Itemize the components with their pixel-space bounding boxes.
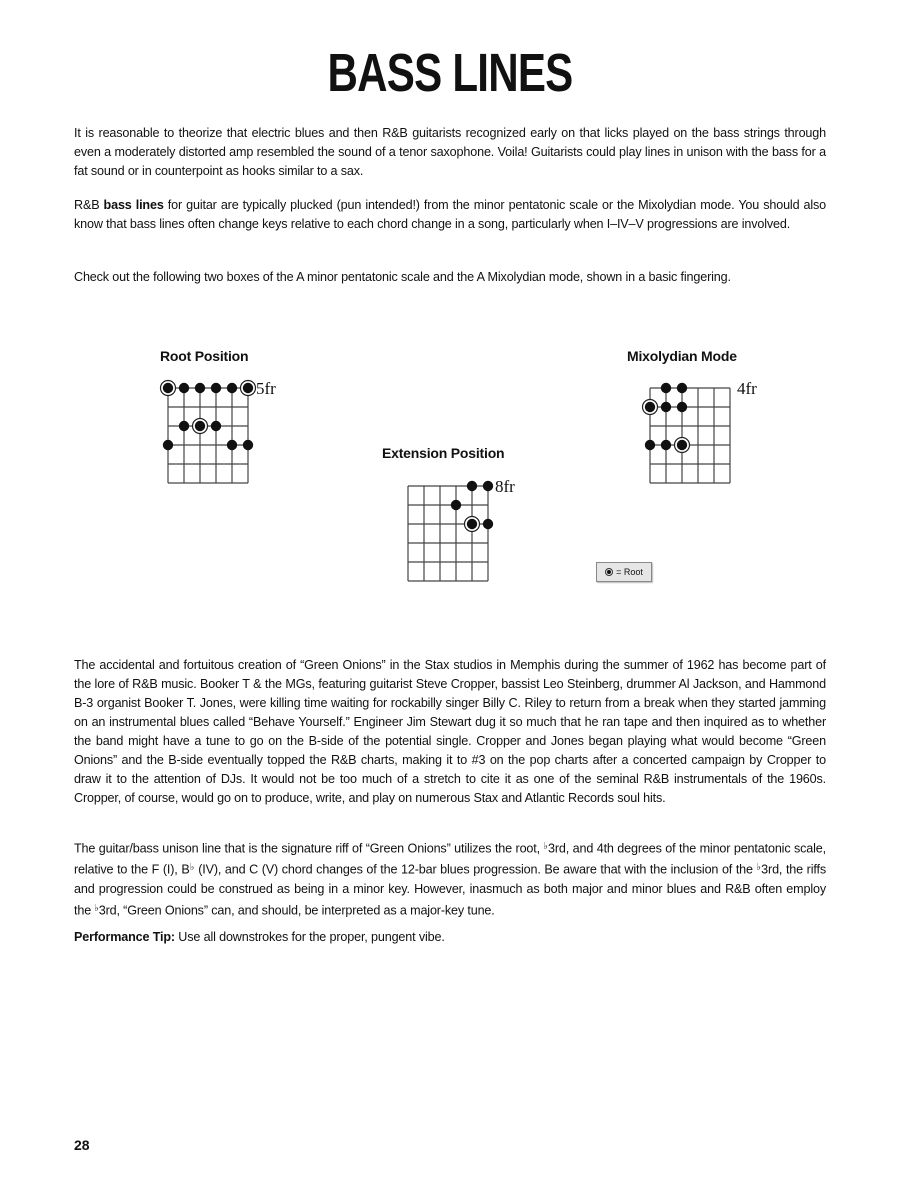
page-title: BASS LINES [327,43,573,103]
note-dot [661,402,671,412]
root-note-dot [163,383,173,393]
intro-paragraph-2 [74,196,826,234]
bass-lines-term: bass lines [103,198,164,212]
flat-sign: ♭ [756,862,762,874]
p5-part-b: 3rd, and 4th degrees of the minor pentatonic scale, relative to the F (I), B [74,841,826,877]
extension-position-diagram [398,476,508,586]
root-dot-icon [605,568,613,576]
note-dot [227,383,237,393]
p5-part-d: 3rd, the riffs and progression could be construed as being in a minor key. However, inasmuch as both major and minor blues and R&B often employ the [74,862,826,917]
note-dot [227,440,237,450]
root-position-fret: 5fr [256,379,276,398]
flat-sign: ♭ [543,841,548,852]
intro-p2-rest: for guitar are typically plucked (pun intended!) from the minor pentatonic scale or the Mixolydian mode. You should also know that bass lines often change keys relative to each chord change in a song, particularly when I–IV–V progressions are involved. [74,198,827,231]
root-position-label: Root Position [160,348,249,364]
flat-sign: ♭ [189,862,195,874]
p5-part-e: 3rd, “Green Onions” can, and should, be interpreted as a major-key tune. [98,902,495,917]
note-dot [677,402,687,412]
p5-part-c: (IV), and C (V) chord changes of the 12-bar blues progression. Be aware that with the inclusion of the [194,862,757,877]
note-dot [163,440,173,450]
note-dot [483,519,493,529]
note-dot [467,481,477,491]
performance-tip-text: Use all downstrokes for the proper, pungent vibe. [174,930,445,944]
page-number: 28 [74,1137,90,1153]
root-note-dot [677,440,687,450]
unison-line-paragraph [74,837,826,920]
intro-paragraph-3: Check out the following two boxes of the A minor pentatonic scale and the A Mixolydian mode, shown in a basic fingering. [74,270,731,284]
note-dot [661,383,671,393]
note-dot [243,440,253,450]
note-dot [195,383,205,393]
extension-position-label: Extension Position [382,445,505,461]
root-note-dot [645,402,655,412]
p5-part-a: The guitar/bass unison line that is the signature riff of “Green Onions” utilizes the root, [74,841,544,856]
intro-paragraph-1: It is reasonable to theorize that electric blues and then R&B guitarists recognized early on that licks played on the bass strings through even a moderately distorted amp resembled the sound of a tenor saxophone. Voila! Guitarists could play lines in unison with the bass for a fat sound or in counterpoint as hooks similar to a sax. [74,126,826,178]
root-note-dot [195,421,205,431]
note-dot [483,481,493,491]
mixolydian-mode-diagram [640,378,750,488]
note-dot [211,383,221,393]
note-dot [179,383,189,393]
note-dot [677,383,687,393]
mixolydian-mode-label: Mixolydian Mode [627,348,737,364]
mixolydian-mode-fret: 4fr [737,379,757,398]
extension-position-fret: 8fr [495,477,515,496]
note-dot [661,440,671,450]
performance-tip [74,928,826,947]
green-onions-paragraph: The accidental and fortuitous creation of “Green Onions” in the Stax studios in Memphis during the summer of 1962 has become part of the lore of R&B music. Booker T & the MGs, featuring guitarist Steve Cropper, bassist Leo Steinberg, drummer Al Jackson, and Hammond B-3 organist Booker T. Jones, were killing time waiting for rockabilly singer Billy C. Riley to return from a break when they started jamming on an instrumental blues called “Behave Yourself.” Engineer Jim Stewart dug it so much that he ran tape and then inquired as to whether the band might have a tune to go on the B-side of the potential single. Cropper and Jones began playing what would become “Green Onions” and the B-side eventually topped the R&B charts, making it to #3 on the pop charts after a concerted campaign by Cropper to draw it to the attention of DJs. It would not be too much of a stretch to cite it as one of the seminal R&B instrumentals of the 1960s. Cropper, of course, would go on to produce, write, and play on numerous Stax and Atlantic Records soul hits. [74,658,826,805]
performance-tip-label: Performance Tip: [74,930,175,944]
note-dot [211,421,221,431]
note-dot [179,421,189,431]
intro-p2-prefix: R&B [74,198,104,212]
flat-sign: ♭ [94,902,99,914]
root-position-diagram [158,378,268,488]
root-legend [596,562,652,582]
note-dot [645,440,655,450]
root-legend-text: = Root [616,567,643,577]
root-note-dot [243,383,253,393]
note-dot [451,500,461,510]
root-note-dot [467,519,477,529]
